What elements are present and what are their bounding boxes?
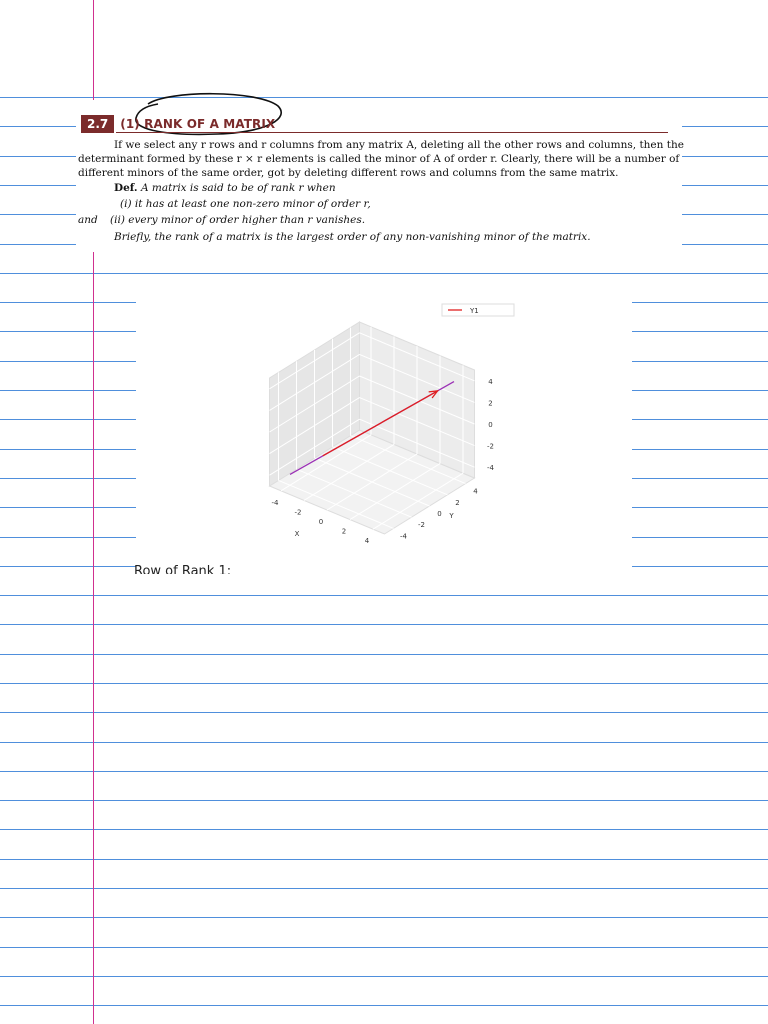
y-tick-label: 4 — [473, 487, 478, 496]
x-tick-label: -4 — [271, 498, 279, 507]
x-axis-label: X — [294, 530, 300, 538]
definition-label: Def. — [114, 182, 138, 194]
ruled-line — [0, 683, 768, 684]
ruled-line — [0, 273, 768, 274]
x-tick-label: 2 — [341, 527, 347, 536]
plot-screenshot — [136, 300, 632, 576]
legend-label: Y1 — [470, 307, 479, 315]
ruled-line — [0, 829, 768, 830]
paragraph-line-3: different minors of the same order, got by deleting different rows and columns from the same matrix. — [78, 167, 619, 179]
ruled-line — [0, 771, 768, 772]
x-tick-label: 0 — [318, 518, 324, 526]
heading-rule — [116, 132, 668, 133]
y-tick-label: -4 — [400, 532, 407, 541]
paragraph-line-2: determinant formed by these r × r elements is called the minor of A of order r. Clearly, there will be a number of — [78, 153, 680, 165]
ruled-line — [0, 595, 768, 596]
x-tick-label: -2 — [294, 508, 302, 517]
section-title: (1) RANK OF A MATRIX — [120, 117, 276, 131]
ruled-line — [0, 1005, 768, 1006]
y-tick-label: 2 — [455, 498, 460, 507]
definition-line — [114, 182, 336, 195]
legend — [442, 304, 514, 316]
ruled-line — [0, 624, 768, 625]
ruled-line — [0, 859, 768, 860]
paragraph-line-1: If we select any r rows and r columns from any matrix A, deleting all the other rows and columns, then the — [114, 139, 684, 151]
ruled-line — [0, 800, 768, 801]
3d-line-plot — [136, 300, 632, 576]
x-tick-label: 4 — [364, 537, 370, 546]
y-tick-label: 0 — [437, 510, 442, 518]
z-tick-label: 4 — [488, 377, 493, 386]
ruled-line — [0, 917, 768, 918]
y-axis-label: Y — [449, 512, 454, 520]
ruled-line — [0, 654, 768, 655]
definition-text: A matrix is said to be of rank r when — [140, 182, 336, 194]
ruled-line — [0, 888, 768, 889]
ruled-line — [0, 712, 768, 713]
briefly-line: Briefly, the rank of a matrix is the largest order of any non-vanishing minor of the matrix. — [114, 231, 591, 243]
z-tick-label: -4 — [487, 464, 494, 473]
condition-1: (i) it has at least one non-zero minor of order r, — [120, 198, 371, 210]
caption-fragment: Row of Rank 1: — [134, 564, 232, 574]
ruled-line — [0, 976, 768, 977]
and-label: and — [78, 214, 98, 226]
z-tick-label: -2 — [487, 442, 494, 451]
y-tick-label: -2 — [418, 521, 425, 530]
section-heading — [81, 115, 275, 133]
section-number: 2.7 — [81, 115, 114, 133]
condition-2: (ii) every minor of order higher than r vanishes. — [110, 214, 366, 226]
ruled-line — [0, 742, 768, 743]
ruled-line — [0, 97, 768, 98]
z-tick-label: 2 — [488, 399, 493, 408]
ruled-line — [0, 947, 768, 948]
z-tick-label: 0 — [488, 421, 493, 429]
textbook-excerpt — [76, 100, 682, 252]
